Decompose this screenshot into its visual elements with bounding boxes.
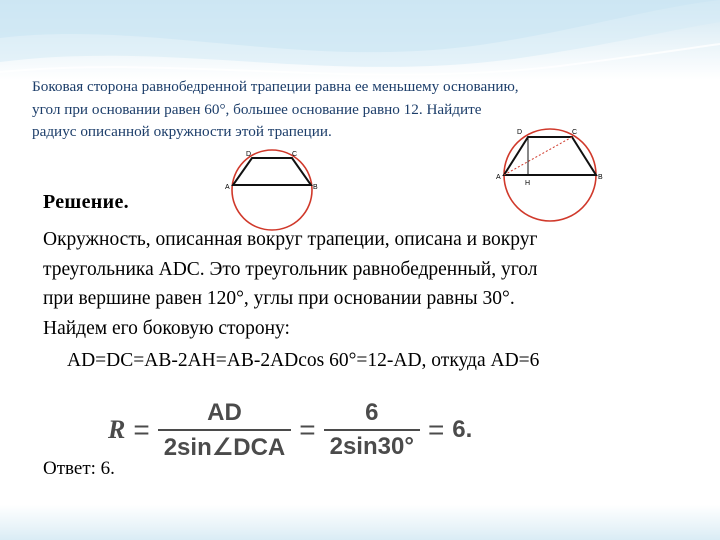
solution-line: Окружность, описанная вокруг трапеции, описана и вокруг [43,229,538,250]
vertex-label-b: B [598,174,603,181]
solution-line: при вершине равен 120°, углы при основании равны 30°. [43,288,515,309]
fraction-numerator: AD [207,398,242,426]
problem-line: радиус описанной окружности этой трапеции. [32,123,332,140]
footer-decoration-band [0,505,720,540]
point-label-h: H [525,180,531,187]
solution-heading: Решение. [43,191,129,213]
vertex-label-b: B [313,184,318,191]
vertex-label-c: C [292,151,298,158]
problem-line: Боковая сторона равнобедренной трапеции равна ее меньшему основанию, [32,78,519,95]
equals-sign: = [299,414,316,445]
vertex-label-d: D [517,129,523,136]
trapezoid [233,158,311,185]
answer-text: Ответ: 6. [43,458,115,479]
header-decoration-band [0,0,720,80]
solution-line: Найдем его боковую сторону: [43,318,290,339]
vertex-label-a: A [496,174,501,181]
fraction-denominator: 2sin∠DCA [163,433,286,461]
fraction-numeric [324,399,420,461]
equation-lhs: R [108,415,126,444]
diagonal-line [504,137,572,175]
vertex-label-c: C [572,129,578,136]
trapezoid-circle-figure-right [490,125,610,225]
solution-formula: AD=DC=AB-2AH=AB-2ADcos 60°=12-AD, откуда AD=6 [67,350,540,371]
equals-sign: = [427,414,445,445]
vertex-label-a: A [225,184,230,191]
vertex-label-d: D [246,151,252,158]
equals-sign: = [133,414,150,445]
fraction-denominator: 2sin30° [329,433,414,460]
circumscribed-circle [232,150,312,230]
fraction-numerator: 6 [365,399,379,426]
solution-line: треугольника ADC. Это треугольник равнобедренный, угол [43,259,538,280]
radius-equation [108,390,472,470]
fraction-general [158,399,292,462]
trapezoid-circle-figure-left [222,148,322,236]
wave-decoration [0,0,720,80]
problem-line: угол при основании равен 60°, большее основание равно 12. Найдите [32,100,482,118]
equation-result: 6. [452,416,473,443]
